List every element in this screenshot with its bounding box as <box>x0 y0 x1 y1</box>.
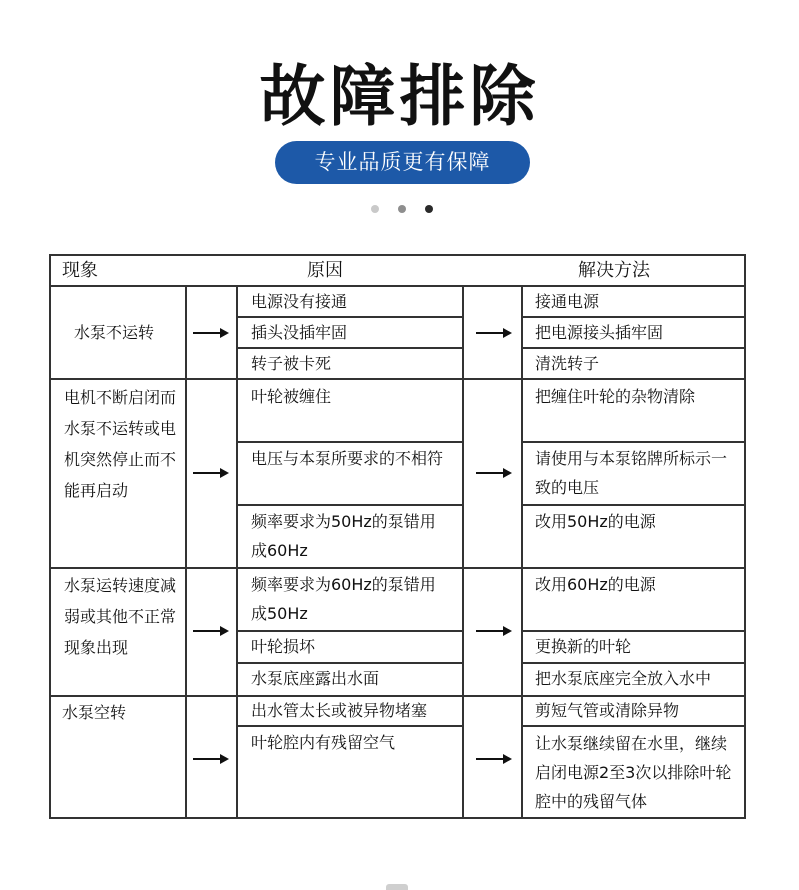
cause-cell: 叶轮腔内有残留空气 <box>251 733 396 752</box>
solution-cell: 让水泵继续留在水里，继续启闭电源2至3次以排除叶轮腔中的残留气体 <box>535 734 732 811</box>
header-solution: 解决方法 <box>578 260 650 281</box>
arrow-icon <box>193 752 229 766</box>
cause-cell: 转子被卡死 <box>251 354 332 373</box>
cause-cell: 电源没有接通 <box>251 292 348 311</box>
cause-cell: 叶轮被缠住 <box>251 387 332 406</box>
arrow-icon <box>193 326 229 340</box>
scroll-handle <box>386 884 408 890</box>
solution-cell: 接通电源 <box>535 292 600 311</box>
cause-cell: 频率要求为50Hz的泵错用成60Hz <box>251 512 436 560</box>
solution-cell: 把缠住叶轮的杂物清除 <box>535 387 696 406</box>
cause-cell: 水泵底座露出水面 <box>251 669 380 688</box>
cause-cell: 频率要求为60Hz的泵错用成50Hz <box>251 575 436 623</box>
header-cause: 原因 <box>307 260 343 281</box>
arrow-icon <box>476 466 512 480</box>
cause-cell: 电压与本泵所要求的不相符 <box>251 449 444 468</box>
solution-cell: 把电源接头插牢固 <box>535 323 664 342</box>
solution-cell: 剪短气管或清除异物 <box>535 701 680 720</box>
cause-cell: 出水管太长或被异物堵塞 <box>251 701 428 720</box>
solution-cell: 把水泵底座完全放入水中 <box>535 669 712 688</box>
solution-cell: 请使用与本泵铭牌所标示一致的电压 <box>535 449 728 497</box>
arrow-icon <box>476 752 512 766</box>
phenomenon-cell: 水泵不运转 <box>74 323 155 342</box>
arrow-icon <box>193 466 229 480</box>
header-phenomenon: 现象 <box>62 260 98 281</box>
solution-cell: 改用50Hz的电源 <box>535 512 656 531</box>
arrow-icon <box>476 624 512 638</box>
solution-cell: 改用60Hz的电源 <box>535 575 656 594</box>
cause-cell: 插头没插牢固 <box>251 323 348 342</box>
phenomenon-cell: 水泵运转速度减弱或其他不正常现象出现 <box>64 576 177 657</box>
solution-cell: 清洗转子 <box>535 354 600 373</box>
phenomenon-cell: 电机不断启闭而水泵不运转或电机突然停止而不能再启动 <box>64 388 177 500</box>
solution-cell: 更换新的叶轮 <box>535 637 632 656</box>
arrow-icon <box>193 624 229 638</box>
cause-cell: 叶轮损坏 <box>251 637 316 656</box>
phenomenon-cell: 水泵空转 <box>62 703 127 722</box>
arrow-icon <box>476 326 512 340</box>
page-title: 故障排除 <box>259 58 540 135</box>
subtitle-badge: 专业品质更有保障 <box>275 141 530 184</box>
